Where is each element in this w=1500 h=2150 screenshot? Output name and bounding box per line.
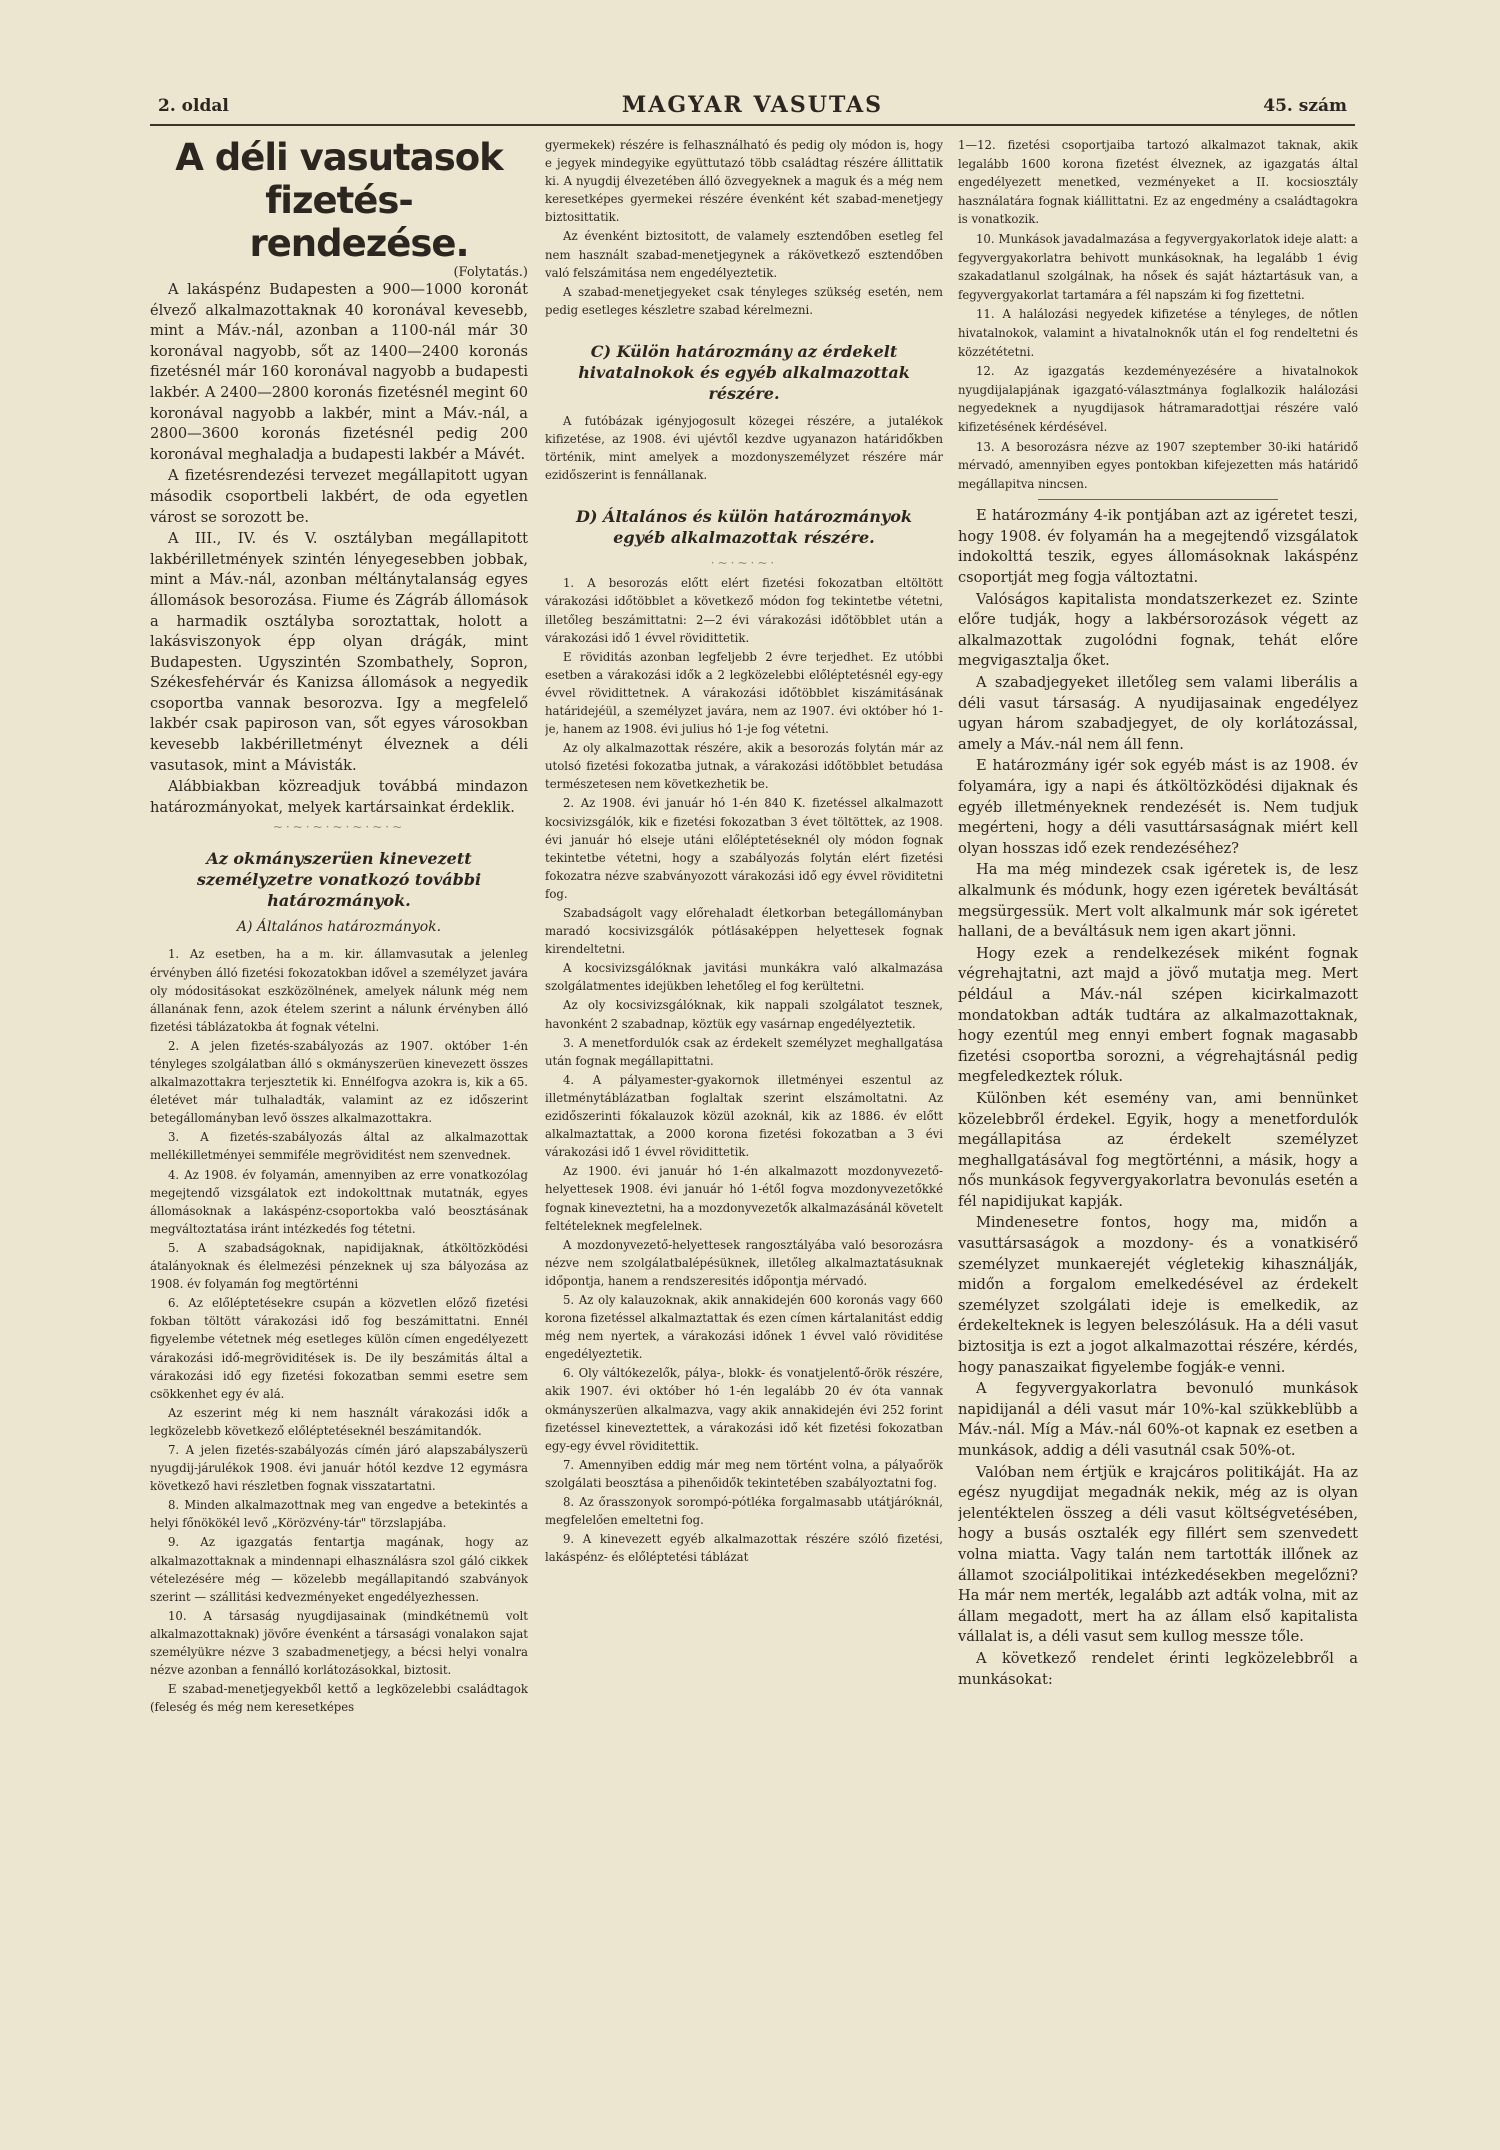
article-title bbox=[150, 136, 528, 265]
clause: A kocsivizsgálóknak javitási munkákra való alkalmazása szolgálatmentes idejükben lehetőleg el fog kerültetni. bbox=[545, 961, 943, 994]
clause: 9. Az igazgatás fentartja magának, hogy az alkalmazottaknak a mindennapi elhasználásra szol gáló cikkek vételezésére még — közelebb megállapitandó szabványok szerint — szállitási kedvezményeket engedélyezhessen. bbox=[150, 1535, 528, 1604]
clause: Szabadságolt vagy előrehaladt életkorban betegállományban maradó kocsivizsgálók pótlásaképpen helyettesek fognak kirendeltetni. bbox=[545, 906, 943, 957]
page-number: 2. oldal bbox=[158, 96, 229, 116]
clause: E röviditás azonban legfeljebb 2 évre terjedhet. Ez utóbbi esetben a várakozási idők a 2 legközelebbi előléptetésnél egy-egy évvel rövidittetnek. A várakozási időtöbblet kiszámitásának határidejéül, a személyzet javára, nem az 1907. évi október hó 1-je, hanem az 1908. évi julius hó 1-je fog vétetni. bbox=[545, 649, 943, 737]
paragraph: Különben két esemény van, ami bennünket közelebbről érdekel. Egyik, hogy a menetfordulók megállapitása az érdekelt személyzet meghallgatásával fog megtörténni, a másik, hogy a nős munkások fegyvergyakorlatra bevonulás esetén a fél napidijukat kapják. bbox=[958, 1089, 1358, 1210]
paragraph: Hogy ezek a rendelkezések miként fognak végrehajtatni, azt majd a jövő mutatja meg. Mert például a Máv.-nál szépen kicirkalmazott mondatokban adták tudtára az alkalmazottaknak, hogy ezentúl meg ennyi embert fognak magasabb fizetési csoportba sorozni, a végrehajtásnál pedig megfeledkeztek róluk. bbox=[958, 944, 1358, 1086]
clause: 10. Munkások javadalmazása a fegyvergyakorlatok ideje alatt: a fegyvergyakorlatra behivott munkásoknak, ha legalább 1 évig szakadatlanul szolgálnak, ha nősek és saját háztartásuk van, a fegyvergyakorlat tartamára a fél napszám ki fog fizettetni. bbox=[958, 231, 1358, 302]
article-title-line-1: A déli vasutasok fizetés- bbox=[175, 136, 503, 222]
clause: 1—12. fizetési csoportjaiba tartozó alkalmazot taknak, akik legalább 1600 korona fizetést élveznek, az igazgatás által engedélyezett menetked, vezményeket a II. kocsiosztály használatára fognak kiállittatni. Ez az engedmény a családtagokra is vonatkozik. bbox=[958, 138, 1358, 227]
clause: Az oly alkalmazottak részére, akik a besorozás folytán már az utolsó fizetési fokozatba jutnak, a várakozási időtöbblet betudása természetesen nem következhetik be. bbox=[545, 741, 943, 792]
clause: 5. A szabadságoknak, napidijaknak, átköltözködési átalányoknak és élelmezési pénzeknek uj sza bályozása az 1908. év folyamán fog megtörténni bbox=[150, 1240, 528, 1292]
paragraph: Valóban nem értjük e krajcáros politikáját. Ha az egész nyugdijat megadnák nekik, még az is olyan jelentéktelen összeg a déli vasut költségvetésében, hogy a busás osztalék egy fillért sem szenvedett volna miatta. Vagy talán nem tartották illőnek az államot szociálpolitikai intézkedésekben megelőzni? Ha már nem merték, legalább azt adták volna, mit az állam megadott, mert ha az állam első kapitalista vállalat is, a déli vasut sem kullog messze tőle. bbox=[958, 1463, 1358, 1646]
paragraph: Alábbiakban közreadjuk továbbá mindazon határozmányokat, melyek kartársainkat érdeklik. bbox=[150, 778, 528, 816]
ornament-divider: ~·~·~·~·~·~·~ bbox=[272, 820, 406, 835]
clause: A szabad-menetjegyeket csak tényleges szükség esetén, nem pedig esetleges készletre szabad kérelmezni. bbox=[545, 284, 943, 317]
clause: 3. A fizetés-szabályozás által az alkalmazottak mellékilletményei semmiféle megröviditést nem szenvednek. bbox=[150, 1130, 528, 1163]
clause: Az eszerint még ki nem használt várakozási idők a legközelebb következő előléptetéseknél beszámitandók. bbox=[150, 1405, 528, 1438]
page-header bbox=[150, 92, 1355, 126]
paragraph: E határozmány 4-ik pontjában azt az igéretet teszi, hogy 1908. év folyamán ha a megejtendő vizsgálatok indokolttá teszik, egyes állomásoknak lakáspénz csoportját meg fogja változtatni. bbox=[958, 507, 1358, 587]
clause: 12. Az igazgatás kezdeményezésére a hivatalnokok nyugdijalapjának igazgató-választmánya foglalkozik halálozási negyedeknek a nyugdijasok hátramaradottjai részére való kifizetésének kérdésével. bbox=[958, 364, 1358, 434]
paragraph: A fegyvergyakorlatra bevonuló munkások napidijanál a déli vasut már 10%-kal szükkeblübb a Máv.-nál. Míg a Máv.-nál 60%-ot kapnak ez esetben a munkások, addig a déli vasutnál csak 50%-ot. bbox=[958, 1380, 1358, 1459]
clause: E szabad-menetjegyekből kettő a legközelebbi családtagok (feleség és még nem keresetképes bbox=[150, 1682, 528, 1715]
column-1 bbox=[150, 136, 528, 2111]
clause: 13. A besorozásra nézve az 1907 szeptember 30-iki határidő mérvadó, amennyiben egyes pontokban kifejezetten más határidő megállapitva nincsen. bbox=[958, 439, 1358, 491]
paragraph: A szabadjegyeket illetőleg sem valami liberális a déli vasut társaság. A nyudijasainak engedélyez ugyan három szabadjegyet, de oly korlátozással, amely a Máv.-nál nem áll fenn. bbox=[958, 674, 1358, 753]
clause: 8. Minden alkalmazottnak meg van engedve a betekintés a helyi főnökökél levő „Körözvény-tár" törzslapjába. bbox=[150, 1498, 528, 1531]
clause: Az évenként biztositott, de valamely esztendőben esetleg fel nem használt szabad-menetjegynek a rákövetkező esztendőben való felszámitása nem engedélyeztetik. bbox=[545, 229, 943, 280]
column-3 bbox=[958, 136, 1358, 2111]
clause: Az oly kocsivizsgálóknak, kik nappali szolgálatot tesznek, havonként 2 szabadnap, köztük egy vasárnap engedélyeztetik. bbox=[545, 998, 943, 1031]
clause: 6. Oly váltókezelők, pálya-, blokk- és vonatjelentő-őrök részére, akik 1907. évi október hó 1-én legalább 20 év óta vannak okmányszerüen alkalmazva, vagy akik annakidején évi 252 forint fizetéssel kineveztettek, a várakozási idő két fizetési fokozatban egy-egy évvel röviditettik. bbox=[545, 1366, 943, 1453]
continuation-note: (Folytatás.) bbox=[453, 265, 528, 280]
clause: gyermekek) részére is felhasználható és pedig oly módon is, hogy e jegyek mindegyike együttutazó több családtag részére állittatik ki. A nyugdij élvezetében álló özvegyeknek a maguk és a még nem keresetképes gyermekei részére évenként két szabad-menetjegy biztosittatik. bbox=[545, 138, 943, 225]
article-title-line-2: rendezése. bbox=[249, 222, 469, 265]
paragraph: A következő rendelet érinti legközelebbről a munkásokat: bbox=[958, 1649, 1358, 1688]
subsection-heading-d: D) Általános és külön határozmányok egyéb alkalmazottak részére. bbox=[576, 507, 912, 548]
clause: 7. Amennyiben eddig már meg nem történt volna, a pályaőrök szolgálati beosztása a pihenőidők tekintetében szabályoztatni fog. bbox=[545, 1457, 943, 1490]
clause: 10. A társaság nyugdijasainak (mindkétnemü volt alkalmazottaknak) jövőre évenként a társasági vonalakon sajat személyükre nézve 3 szabadmenetjegy, a bécsi helyi vonalra nézve azonban a fennálló korlátozásokkal, biztosit. bbox=[150, 1608, 528, 1678]
subsection-heading-a: A) Általános határozmányok. bbox=[236, 919, 442, 936]
section-divider bbox=[1038, 499, 1278, 500]
clause: 1. A besorozás előtt elért fizetési fokozatban eltöltött várakozási időtöbblet a következő módon fog tekintetbe vétetni, illetőleg beszámittatni: 2—2 évi várakozási időtöbblet után a várakozási idő 1 évvel rövidittetik. bbox=[545, 576, 943, 645]
paragraph: A lakáspénz Budapesten a 900—1000 koronát élvező alkalmazottaknak 40 koronával kevesebb, mint a Máv.-nál, azonban a 1100-nál már 30 koronával nagyobb, sőt az 1400—2400 koronás fizetésnél már 160 koronával nagyobb a budapesti lakbér. A 2400—2800 koronás fizetésnél megint 60 koronával nagyobb a lakbér, mint a Máv.-nál, a 2800—3600 koronás fizetésnél pedig 200 koronával meghaladja a budapesti lakbér a Mávét. bbox=[150, 281, 528, 463]
masthead: MAGYAR VASUTAS bbox=[621, 92, 884, 118]
clause: 5. Az oly kalauzoknak, akik annakidején 600 koronás vagy 660 korona fizetéssel alkalmaztattak és ezen címen kártalanitást eddig még nem nyertek, a várakozási időnek 1 évvel való röviditése engedélyeztetik. bbox=[545, 1292, 943, 1362]
paragraph: A fizetésrendezési tervezet megállapitott ugyan második csoportbeli lakbért, de oda egyetlen várost se sorozott be. bbox=[150, 467, 528, 526]
clause: Az 1900. évi január hó 1-én alkalmazott mozdonyvezető-helyettesek 1908. évi január hó 1-étől fogva mozdonyvezetőkké fognak kineveztetni, ha a mozdonyvezetők alkalmazásánál követelt feltételeknek megfelelnek. bbox=[545, 1164, 943, 1233]
clause: 2. A jelen fizetés-szabályozás az 1907. október 1-én tényleges szolgálatban álló s okmányszerüen kinevezett összes alkalmazottakra terjesztetik ki. Ennélfogva azokra is, kik a 65. életévet már tulhaladták, valamint az ez időszerint betegállományban levő összes alkalmazottakra. bbox=[150, 1038, 528, 1126]
issue-number: 45. szám bbox=[1263, 96, 1347, 116]
clause: 2. Az 1908. évi január hó 1-én 840 K. fizetéssel alkalmazott kocsivizsgálók, kik e fizetési fokozatban 3 évet töltöttek, az 1908. évi január hó elseje utáni előléptetéseknél oly módon fognak tekintetbe vétetni, hogy a szabályozás folytán elért fizetési fokozatra nézve szabványozott várakozási idő egy évvel röviditetni fog. bbox=[545, 796, 943, 901]
clause: 1. Az esetben, ha a m. kir. államvasutak a jelenleg érvényben álló fizetési fokozatokban idővel a személyzet javára oly módositásokat eszközölnének, amelyek nálunk még nem állanának fenn, azok ételem szerint a nálunk érvényben álló fizetési táblázatokba át fognak vételni. bbox=[150, 947, 528, 1034]
paragraph: A III., IV. és V. osztályban megállapitott lakbérilletmények szintén lényegesebben jobbak, mint a Máv.-nál, azonban méltánytalanság egyes állomások besorozása. Fiume és Zágráb állomások a harmadik osztályba soroztattak, holott a lakásviszonyok épp olyan drágák, mint Budapesten. Ugyszintén Szombathely, Sopron, Székesfehérvár és Kanizsa állomások a negyedik csoportba vannak besorozva. Igy a megfelelő lakbér csak papiroson van, sőt egyes városokban kevesebb lakbérilletményt élveznek a déli vasutasok, mint a Mávisták. bbox=[150, 530, 528, 774]
paragraph: E határozmány igér sok egyéb mást is az 1908. év folyamára, igy a napi és átköltözködési dijaknak és egyéb illetményeknek rendezését is. Nem tudjuk megérteni, hogy a déli vasuttársaságnak miért kell olyan hosszas idő ezek rendezéséhez? bbox=[958, 757, 1358, 857]
clause: 7. A jelen fizetés-szabályozás címén járó alapszabályszerü nyugdij-járulékok 1908. évi január hótól kezdve 12 egymásra következő havi részletben fognak visszatartatni. bbox=[150, 1442, 528, 1494]
paragraph: Valóságos kapitalista mondatszerkezet ez. Szinte előre tudják, hogy a lakbérsorozások végett az alkalmazottak zugolódni fognak, tehát előre megvigasztalja őket. bbox=[958, 590, 1358, 670]
column-2 bbox=[545, 136, 943, 2111]
clause: 4. A pályamester-gyakornok illetményei eszentul az illetménytáblázatban foglaltak szerint elszámoltatni. Az ezidőszerinti fókalauzok közül azoknál, kik az 1886. év előtt alkalmaztattak, a 2000 korona fizetési fokozatban a 3 évi várakozási idő 1 évvel rövidittetik. bbox=[545, 1072, 943, 1160]
section-heading: Az okmányszerüen kinevezett személyzetre vonatkozó további határozmányok. bbox=[196, 849, 482, 911]
clause: A mozdonyvezető-helyettesek rangosztályába való besorozásra nézve nem szolgálatbalépésüknek, illetőleg alkalmaztatásuknak időpontja, hanem a rendszeresités időpontja mérvadó. bbox=[545, 1237, 943, 1288]
clause: 6. Az előléptetésekre csupán a közvetlen előző fizetési fokban töltött várakozási idő fog beszámittatni. Ennél figyelembe vétetnek még esetleges külön címen engedélyezett várakozási idő-megröviditések is. De ily beszámitás által a várakozási idő egy fizetési fokozatban semmi esetre sem csökkenhet egy év alá. bbox=[150, 1296, 528, 1401]
clause: 9. A kinevezett egyéb alkalmazottak részére szóló fizetési, lakáspénz- és előléptetési táblázat bbox=[545, 1532, 943, 1565]
clause: 8. Az őrasszonyok sorompó-pótléka forgalmasabb utátjáróknál, megfelelően emeltetni fog. bbox=[545, 1495, 943, 1528]
clause: 11. A halálozási negyedek kifizetése a tényleges, de nőtlen hivatalnokok, valamint a hivatalnoknők után el fog rendeltetni és közzététetni. bbox=[958, 307, 1358, 359]
paragraph: Mindenesetre fontos, hogy ma, midőn a vasuttársaságok a mozdony- és a vonatkisérő személyzet munkaerejét végletekig kihasználják, midőn a forgalom emelkedésével az érdekelt személyzet szolgálati ideje is emelkedik, az érdekelteknek is legyen beleszólásuk. Ha a déli vasut biztositja is ezt a jogot alkalmazottai részére, kérdés, hogy panaszaikat figyelembe fogják-e venni. bbox=[958, 1214, 1358, 1376]
clause: 3. A menetfordulók csak az érdekelt személyzet meghallgatása után fognak megállapittatni. bbox=[545, 1035, 943, 1068]
subsection-heading-c: C) Külön határozmány az érdekelt hivatalnokok és egyéb alkalmazottak részére. bbox=[578, 341, 910, 403]
paragraph: Ha ma még mindezek csak igéretek is, de lesz alkalmunk és módunk, hogy ezen igéretek beváltását megsürgessük. Mert volt alkalmunk már sok igéretet hallani, de a beváltásuk nem igen akart jönni. bbox=[958, 861, 1358, 941]
clause: 4. Az 1908. év folyamán, amennyiben az erre vonatkozólag megejtendő vizsgálatok ezt indokolttnak mutatnák, egyes állomásoknak a lakáspénz-csoportokba való beosztásának megváltoztatása iránt intézkedés fog tétetni. bbox=[150, 1167, 528, 1236]
ornament-divider: ·~·~·~· bbox=[710, 556, 778, 571]
clause: A futóbázak igényjogosult közegei részére, a jutalékok kifizetése, az 1908. évi ujévtől kezdve ugyanazon határidőkben történik, mint amelyek a mozdonyszemélyzet részére már ezidőszerint is fennállanak. bbox=[545, 413, 943, 483]
